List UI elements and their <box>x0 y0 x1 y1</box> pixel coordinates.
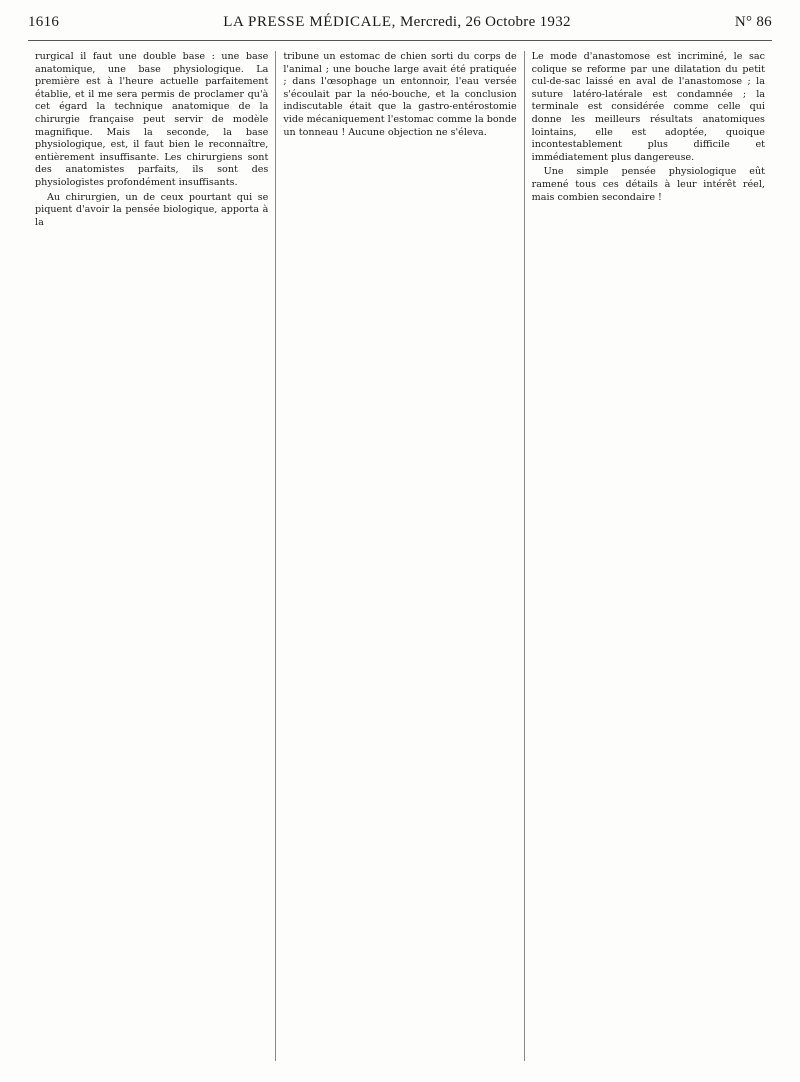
column-3 <box>524 51 772 1061</box>
column-1 <box>28 51 275 1061</box>
paragraph: tribune un estomac de chien sorti du corps de l'animal ; une bouche large avait été pratiquée ; dans l'œsophage un entonnoir, l'eau versée s'écoulait par la néo-bouche, et la conclusion indiscutable était que la gastro-entérostomie vide mécaniquement l'estomac comme la bonde un tonneau ! Aucune objection ne s'éleva. <box>283 51 517 138</box>
article-columns <box>28 51 772 1061</box>
page-number: 1616 <box>28 14 60 30</box>
paragraph: Une simple pensée physiologique eût ramené tous ces détails à leur intérêt réel, mais combien secondaire ! <box>531 166 765 203</box>
column-2 <box>275 51 523 1061</box>
paragraph: rurgical il faut une double base : une base anatomique, une base physiologique. La première est à l'heure actuelle parfaitement établie, et il me sera permis de proclamer qu'à cet égard la technique anatomique de la chirurgie française peut servir de modèle magnifique. Mais la seconde, la base physiologique, est, il faut bien le reconnaître, entièrement insuffisante. Les chirurgiens sont des anatomistes parfaits, ils sont des physiologistes profondément insuffisants. <box>35 51 269 188</box>
issue-date: Mercredi, 26 Octobre 1932 <box>400 14 571 30</box>
running-head <box>28 14 772 41</box>
journal-title: LA PRESSE MÉDICALE, <box>223 14 396 30</box>
paragraph: Le mode d'anastomose est incriminé, le sac colique se reforme par une dilatation du petit cul-de-sac laissé en aval de l'anastomose ; la suture latéro-latérale est condamnée ; la terminale est considérée comme celle qui donne les meilleurs résultats anatomiques lointains, elle est adoptée, quoique incontestablement plus difficile et immédiatement plus dangereuse. <box>531 51 765 163</box>
issue-number: N° 86 <box>734 14 772 30</box>
masthead-line <box>59 14 735 31</box>
paragraph: Au chirurgien, un de ceux pourtant qui se piquent d'avoir la pensée biologique, apporta à la <box>35 191 269 228</box>
